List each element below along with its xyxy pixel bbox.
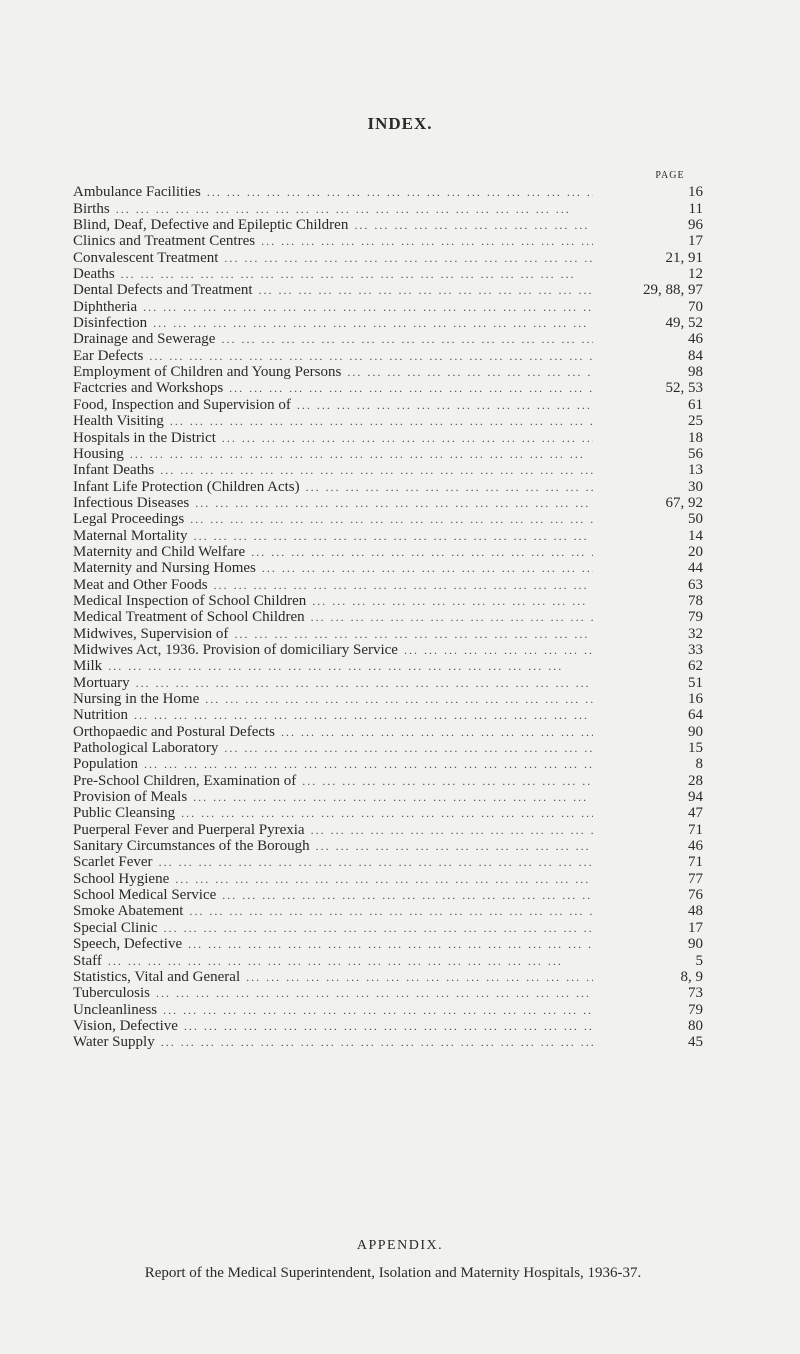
index-entry-label: Medical Treatment of School Children <box>73 609 305 626</box>
index-entry <box>73 544 713 560</box>
index-entry-label: Vision, Defective <box>73 1017 178 1034</box>
index-entry <box>73 347 713 363</box>
index-entry-page: 21, 91 <box>665 249 703 266</box>
index-entry <box>73 838 713 854</box>
index-entry-page: 78 <box>688 592 703 609</box>
index-entry-label: Public Cleansing <box>73 805 176 822</box>
index-entry-label: Puerperal Fever and Puerperal Pyrexia <box>73 821 305 838</box>
page-column-heading: PAGE <box>655 170 685 181</box>
index-entry-label: Smoke Abatement <box>73 903 184 920</box>
dot-leader <box>246 969 593 985</box>
index-entry-page: 28 <box>688 772 703 789</box>
index-entry <box>73 854 713 870</box>
index-entry-label: Pathological Laboratory <box>73 740 219 757</box>
index-entry <box>73 217 713 233</box>
index-entry-label: Sanitary Circumstances of the Borough <box>73 838 310 855</box>
index-entry-page: 32 <box>688 625 703 642</box>
index-entry-page: 13 <box>688 462 703 479</box>
dot-leader <box>354 217 593 233</box>
index-entry <box>73 772 713 788</box>
index-entry <box>73 331 713 347</box>
dot-leader <box>136 675 593 691</box>
index-entry <box>73 576 713 592</box>
index-entry-page: 79 <box>688 609 703 626</box>
dot-leader <box>149 348 593 364</box>
index-entry <box>73 691 713 707</box>
dot-leader <box>306 479 593 495</box>
index-entry-page: 12 <box>688 266 703 283</box>
index-entry-label: Births <box>73 200 110 217</box>
index-entry-page: 50 <box>688 511 703 528</box>
index-entry-page: 16 <box>688 184 703 201</box>
dot-leader <box>130 446 593 462</box>
dot-leader <box>316 838 593 854</box>
index-entry-page: 98 <box>688 364 703 381</box>
index-entry-page: 18 <box>688 429 703 446</box>
index-entry <box>73 266 713 282</box>
index-entry-page: 62 <box>688 658 703 675</box>
dot-leader <box>170 413 593 429</box>
dot-leader <box>222 430 593 446</box>
dot-leader <box>163 1002 593 1018</box>
index-entry <box>73 478 713 494</box>
index-entry-label: Legal Proceedings <box>73 511 185 528</box>
index-entry <box>73 658 713 674</box>
dot-leader <box>205 691 593 707</box>
dot-leader <box>281 724 593 740</box>
index-entry <box>73 870 713 886</box>
index-entry-page: 8, 9 <box>680 968 703 985</box>
index-entry-page: 70 <box>688 298 703 315</box>
index-entry-label: Housing <box>73 445 124 462</box>
index-entry <box>73 282 713 298</box>
index-entry-page: 77 <box>688 870 703 887</box>
index-entry-page: 94 <box>688 789 703 806</box>
dot-leader <box>251 544 593 560</box>
index-entry <box>73 446 713 462</box>
index-entry-page: 46 <box>688 838 703 855</box>
dot-leader <box>229 380 593 396</box>
index-entry-page: 49, 52 <box>665 315 703 332</box>
index-entry-label: Pre-School Children, Examination of <box>73 772 297 789</box>
index-entry-label: Hospitals in the District <box>73 429 216 446</box>
index-entry-page: 76 <box>688 887 703 904</box>
index-entry-label: School Hygiene <box>73 870 170 887</box>
index-entry-label: Factcries and Workshops <box>73 380 224 397</box>
dot-leader <box>262 560 593 576</box>
dot-leader <box>221 331 593 347</box>
dot-leader <box>108 953 593 969</box>
index-entry-label: Maternity and Nursing Homes <box>73 560 256 577</box>
index-entry <box>73 969 713 985</box>
index-entry-page: 33 <box>688 641 703 658</box>
dot-leader <box>302 773 593 789</box>
index-entry-page: 47 <box>688 805 703 822</box>
index-entry-page: 17 <box>688 233 703 250</box>
index-entry-page: 30 <box>688 478 703 495</box>
index-entry-label: Blind, Deaf, Defective and Epileptic Children <box>73 217 349 234</box>
dot-leader <box>259 282 593 298</box>
index-entry <box>73 380 713 396</box>
index-entry <box>73 625 713 641</box>
index-entry-page: 56 <box>688 445 703 462</box>
index-entry-label: Infectious Diseases <box>73 494 190 511</box>
index-entry-label: Clinics and Treatment Centres <box>73 233 256 250</box>
index-entry-page: 64 <box>688 707 703 724</box>
index-entry-page: 96 <box>688 217 703 234</box>
index-entry-label: Midwives, Supervision of <box>73 625 229 642</box>
index-entry-label: Provision of Meals <box>73 789 188 806</box>
dot-leader <box>164 920 593 936</box>
dot-leader <box>121 266 593 282</box>
index-entry <box>73 462 713 478</box>
dot-leader <box>207 184 593 200</box>
dot-leader <box>161 1034 593 1050</box>
index-entry <box>73 919 713 935</box>
index-entry-label: Speech, Defective <box>73 936 183 953</box>
index-list <box>73 184 713 1050</box>
index-entry-page: 15 <box>688 740 703 757</box>
index-entry-page: 16 <box>688 691 703 707</box>
index-entry-page: 44 <box>688 560 703 577</box>
appendix-heading: APPENDIX. <box>356 1238 444 1253</box>
dot-leader <box>312 593 593 609</box>
index-entry-label: Ear Defects <box>73 347 144 364</box>
dot-leader <box>116 201 593 217</box>
index-entry <box>73 495 713 511</box>
dot-leader <box>214 577 593 593</box>
dot-leader <box>347 364 593 380</box>
index-entry-page: 48 <box>688 903 703 920</box>
dot-leader <box>193 789 593 805</box>
index-entry <box>73 249 713 265</box>
index-entry-page: 63 <box>688 576 703 593</box>
index-entry-page: 71 <box>688 854 703 871</box>
index-entry-label: Disinfection <box>73 315 148 332</box>
index-entry-label: Staff <box>73 952 102 969</box>
index-entry-page: 5 <box>695 952 703 969</box>
index-entry <box>73 315 713 331</box>
page-title: INDEX. <box>367 114 433 133</box>
dot-leader <box>143 299 593 315</box>
index-entry-label: Infant Life Protection (Children Acts) <box>73 478 300 495</box>
index-entry-label: Ambulance Facilities <box>73 184 201 201</box>
index-entry-label: Water Supply <box>73 1034 155 1051</box>
dot-leader <box>188 936 593 952</box>
index-entry <box>73 707 713 723</box>
index-entry-label: Health Visiting <box>73 413 164 430</box>
dot-leader <box>404 642 593 658</box>
dot-leader <box>297 397 593 413</box>
dot-leader <box>153 315 593 331</box>
index-entry-label: Nursing in the Home <box>73 691 200 707</box>
index-entry-page: 14 <box>688 527 703 544</box>
dot-leader <box>234 626 593 642</box>
index-entry <box>73 593 713 609</box>
index-entry-label: Scarlet Fever <box>73 854 153 871</box>
index-entry-label: Infant Deaths <box>73 462 155 479</box>
index-entry-page: 45 <box>688 1034 703 1051</box>
index-entry <box>73 985 713 1001</box>
index-entry-label: Medical Inspection of School Children <box>73 592 307 609</box>
index-entry-label: Convalescent Treatment <box>73 249 219 266</box>
index-entry-label: Statistics, Vital and General <box>73 968 241 985</box>
appendix-text: Report of the Medical Superintendent, Isolation and Maternity Hospitals, 1936-37. <box>144 1265 642 1281</box>
index-entry <box>73 527 713 543</box>
dot-leader <box>181 805 593 821</box>
index-entry <box>73 429 713 445</box>
index-entry-label: Midwives Act, 1936. Provision of domiciliary Service <box>73 641 398 658</box>
index-entry <box>73 609 713 625</box>
index-entry-label: Meat and Other Foods <box>73 576 208 593</box>
index-entry-label: Milk <box>73 658 103 675</box>
index-entry <box>73 805 713 821</box>
index-entry <box>73 511 713 527</box>
dot-leader <box>134 707 593 723</box>
dot-leader <box>190 511 593 527</box>
index-entry-label: Tuberculosis <box>73 985 150 1002</box>
index-entry <box>73 952 713 968</box>
index-entry-page: 52, 53 <box>665 380 703 397</box>
index-entry <box>73 1018 713 1034</box>
dot-leader <box>160 462 593 478</box>
index-entry-page: 84 <box>688 347 703 364</box>
index-entry-label: Employment of Children and Young Persons <box>73 364 342 381</box>
index-entry-label: Special Clinic <box>73 919 158 936</box>
index-entry-label: School Medical Service <box>73 887 217 904</box>
index-entry-page: 67, 92 <box>665 494 703 511</box>
index-entry <box>73 903 713 919</box>
dot-leader <box>175 871 593 887</box>
index-entry-label: Population <box>73 756 139 773</box>
dot-leader <box>184 1018 593 1034</box>
index-entry <box>73 1001 713 1017</box>
dot-leader <box>261 233 593 249</box>
index-entry <box>73 723 713 739</box>
index-entry-page: 25 <box>688 413 703 430</box>
index-entry <box>73 560 713 576</box>
index-entry <box>73 642 713 658</box>
index-entry-label: Uncleanliness <box>73 1001 158 1018</box>
index-entry-page: 11 <box>688 200 703 217</box>
index-entry-label: Orthopaedic and Postural Defects <box>73 723 276 740</box>
dot-leader <box>222 887 593 903</box>
index-entry-page: 90 <box>688 936 703 953</box>
index-entry-label: Diphtheria <box>73 298 138 315</box>
dot-leader <box>108 658 593 674</box>
index-entry-page: 73 <box>688 985 703 1002</box>
index-entry-page: 90 <box>688 723 703 740</box>
dot-leader <box>311 609 593 625</box>
index-entry <box>73 413 713 429</box>
index-entry <box>73 200 713 216</box>
dot-leader <box>156 985 593 1001</box>
index-entry <box>73 233 713 249</box>
dot-leader <box>195 495 593 511</box>
index-entry-page: 51 <box>688 674 703 691</box>
dot-leader <box>159 854 593 870</box>
index-entry-label: Maternal Mortality <box>73 527 188 544</box>
index-entry <box>73 364 713 380</box>
index-entry <box>73 887 713 903</box>
index-entry <box>73 789 713 805</box>
dot-leader <box>189 903 593 919</box>
index-entry-page: 8 <box>695 756 703 773</box>
index-entry-page: 61 <box>688 396 703 413</box>
index-entry <box>73 821 713 837</box>
dot-leader <box>224 250 593 266</box>
index-entry <box>73 1034 713 1050</box>
dot-leader <box>224 740 593 756</box>
index-entry-page: 46 <box>688 331 703 348</box>
index-entry-page: 29, 88, 97 <box>643 282 703 299</box>
index-entry-label: Dental Defects and Treatment <box>73 282 253 299</box>
index-entry-label: Food, Inspection and Supervision of <box>73 396 291 413</box>
index-entry-label: Mortuary <box>73 674 130 691</box>
index-entry <box>73 740 713 756</box>
index-entry-label: Drainage and Sewerage <box>73 331 216 348</box>
dot-leader <box>144 756 593 772</box>
index-entry-page: 71 <box>688 821 703 838</box>
index-entry <box>73 756 713 772</box>
index-entry <box>73 184 713 200</box>
index-entry <box>73 674 713 690</box>
index-entry-label: Nutrition <box>73 707 128 724</box>
dot-leader <box>311 822 593 838</box>
index-entry <box>73 936 713 952</box>
index-entry-page: 17 <box>688 919 703 936</box>
dot-leader <box>194 528 593 544</box>
index-entry-page: 20 <box>688 543 703 560</box>
index-entry <box>73 298 713 314</box>
index-entry <box>73 396 713 412</box>
index-entry-page: 79 <box>688 1001 703 1018</box>
index-entry-page: 80 <box>688 1017 703 1034</box>
index-entry-label: Maternity and Child Welfare <box>73 543 246 560</box>
index-entry-label: Deaths <box>73 266 115 283</box>
